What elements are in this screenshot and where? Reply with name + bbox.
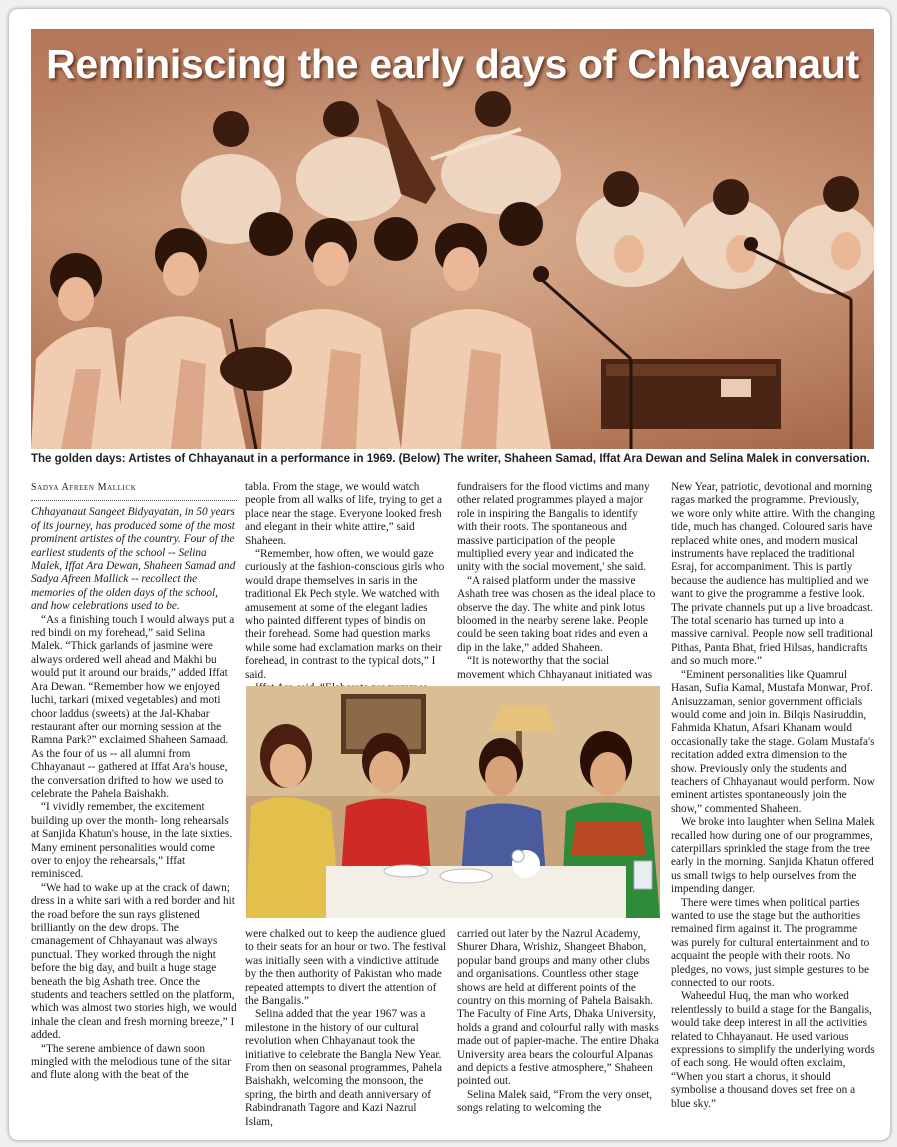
conversation-photo	[246, 686, 660, 918]
paragraph: Waheedul Huq, the man who worked relentlessly to build a stage for the Bangalis, would take deep interest in all the activities related to Chhayanaut. He used various expressions to simplify the underlying words of each song. He would often exclaim, “When you start a chorus, it should symbolise a thousand doves set free on a blue sky.”	[671, 990, 875, 1110]
paragraph: “Eminent personalities like Quamrul Hasan, Sufia Kamal, Mustafa Monwar, Prof. Anisuzzaman, senior government officials would come and join in. Bilqis Nasiruddin, Fahmida Khatun, Afsari Khanam would occasionally take the stage. Golam Mustafa's recitation added extra dimension to the show. Previously only the students and teachers of Chhayanaut would perform. Now eminent artistes spontaneously join the show,” commented Shaheen.	[671, 668, 875, 815]
column-4	[671, 481, 875, 1111]
performance-photo-illustration	[31, 29, 874, 449]
article-page	[8, 8, 891, 1141]
paragraph: “I vividly remember, the excitement building up over the month- long rehearsals at Sanjida Khatun's house, in the late sixties. Many eminent personalities would come over to enjoy the rehearsals,” Iffat reminisced.	[31, 801, 233, 881]
column-2-top	[245, 481, 447, 696]
paragraph: carried out later by the Nazrul Academy, Shurer Dhara, Wrishiz, Shangeet Bhabon, popular band groups and many other clubs and organisations. Countless other stage shows are held at different points of the country on this morning of Pahela Baisakh. The Faculty of Fine Arts, Dhaka University, holds a grand and colourful rally with masks made out of papier-mache. The entire Dhaka University area bears the colourful Alpanas and depicts a festive atmosphere,” Shaheen pointed out.	[457, 928, 659, 1088]
paragraph: tabla. From the stage, we would watch people from all walks of life, trying to get a place near the stage. Everyone looked fresh and elegant in their white attire,” said Shaheen.	[245, 481, 443, 547]
paragraph: New Year, patriotic, devotional and morning ragas marked the programme. Previously, we wore only white attire. With the changing tide, much has changed. Coloured saris have replaced white ones, and modern musical instruments have replaced the traditional Esraj, for accompaniment. This is partly because the audience has multiplied and we want to give the programme a festive look. The private channels put up a live broadcast. The total scenario has turned up into a massive carnival. People now sell traditional Pithas, Panta Bhat, fried Hilsas, handicrafts and so much more.”	[671, 481, 875, 668]
byline: Sadya Afreen Mallick	[31, 482, 137, 493]
intro-paragraph: Chhayanaut Sangeet Bidyayatan, in 50 years of its journey, has produced some of the most prominent artistes of the country. Four of the earliest students of the school -- Selina Malek, Iffat Ara Dewan, Shaheen Samad and Sadya Afreen Mallick -- recollect the memories of the olden days of the school, and how celebrations used to be.	[31, 506, 236, 613]
photo-caption: The golden days: Artistes of Chhayanaut in a performance in 1969. (Below) The writer, Shaheen Samad, Iffat Ara Dewan and Selina Malek in conversation.	[31, 453, 870, 465]
paragraph: “We had to wake up at the crack of dawn; dress in a white sari with a red border and hit the road before the sun rays glistened brilliantly on the dew drops. The cmanagement of Chhayanaut was always punctual. They worked through the night before the big day, and built a huge stage beneath the big Ashath tree. Once the students and teachers settled on the platform, which was almost two stories high, we would inhale the clean and fresh morning breeze,” I added.	[31, 881, 237, 1042]
paragraph: Selina added that the year 1967 was a milestone in the history of our cultural revolution when Chhayanaut took the initiative to celebrate the Bangla New Year. From then on seasonal programmes, Pahela Baishakh, welcoming the monsoon, the spring, the birth and death anniversary of Rabindranath Tagore and Kazi Nazrul Islam,	[245, 1008, 443, 1128]
column-3-top	[457, 481, 659, 682]
hero-photo	[31, 29, 874, 449]
paragraph: “As a finishing touch I would always put a red bindi on my forehead,” said Selina Malek. “Thick garlands of jasmine were always ordered well ahead and Makhi bu would put it around our braids,” added Iffat Ara Dewan. “Remember how we enjoyed luchi, tarkari (mixed vegetables) and moti choor laddus (sweets) at the Jal-Khabar restaurant after our morning session at the Ramna Park?” exclaimed Shaheen Samaad. As the four of us -- all alumni from Chhayanaut -- gathered at Iffat Ara's house, the conversation drifted to how we used to celebrate the Pahela Baishakh.	[31, 613, 235, 800]
paragraph: “Remember, how often, we would gaze curiously at the fashion-conscious girls who would drape themselves in saris in the traditional Ek Pech style. We watched with amusement at some of the elegant ladies who painted different types of bindis on their forehead. Some had question marks while some had exclamation marks on their forehead, in contrast to the typical dots,” I said.	[245, 548, 445, 681]
column-1	[31, 481, 237, 1083]
paragraph: Selina Malek said, “From the very onset, songs relating to welcoming the	[457, 1088, 653, 1115]
paragraph: “A raised platform under the massive Ashath tree was chosen as the ideal place to observe the day. The white and pink lotus bloomed in the nearby serene lake. People could be seen taking boat rides and even a dip in the lake,” added Shaheen.	[457, 574, 656, 654]
paragraph: fundraisers for the flood victims and many other related programmes played a major role in inspiring the Bangalis to identify with their roots. The spontaneous and massive participation of the people multiplied every year and indicated the unity with the social movement,' she said.	[457, 481, 650, 574]
paragraph: We broke into laughter when Selina Malek recalled how during one of our programmes, caterpillars sprinkled the stage from the tree early in the morning. Sanjida Khatun offered us small twigs to help ourselves from the impending danger.	[671, 816, 875, 896]
column-3-bottom	[457, 928, 659, 1116]
paragraph: were chalked out to keep the audience glued to their seats for an hour or two. The festival was initially seen with a vindictive attitude by the then authority of Pakistan who made repeated attempts to divert the attention of the Bangalis.”	[245, 928, 447, 1008]
paragraph: There were times when political parties wanted to use the stage but the authorities remained firm against it. The programme was purely for cultural entertainment and to acquaint the people with their roots. No pledges, no vows, just simple gestures to be connected to our roots.	[671, 896, 870, 990]
column-2-bottom	[245, 928, 447, 1129]
paragraph: “The serene ambience of dawn soon mingled with the melodious tune of the sitar and flute along with the beat of the	[31, 1042, 231, 1082]
paragraph: “It is noteworthy that the social movement which Chhayanaut initiated was	[457, 655, 653, 681]
headline: Reminiscing the early days of Chhayanaut	[46, 41, 859, 87]
conversation-photo-illustration	[246, 686, 660, 918]
byline-divider	[31, 500, 237, 501]
